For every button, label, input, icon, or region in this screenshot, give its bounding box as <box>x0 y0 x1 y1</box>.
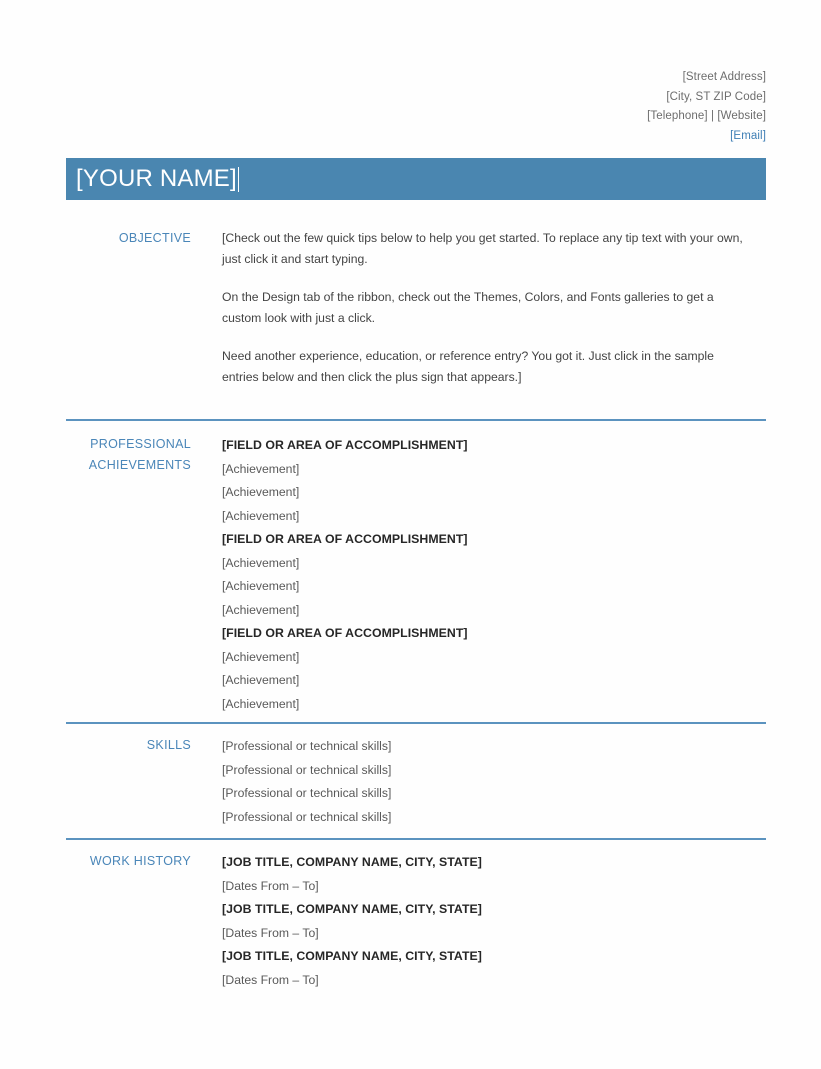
achievement-item[interactable]: [Achievement] <box>222 673 300 687</box>
objective-content <box>191 228 766 387</box>
job-dates[interactable]: [Dates From – To] <box>222 925 319 940</box>
section-divider <box>66 419 766 421</box>
telephone-website-line[interactable]: [Telephone] | [Website] <box>647 110 766 122</box>
professional-achievements-content <box>191 434 766 716</box>
accomplishment-heading[interactable]: [FIELD OR AREA OF ACCOMPLISHMENT] <box>222 626 468 640</box>
job-title[interactable]: [JOB TITLE, COMPANY NAME, CITY, STATE] <box>222 949 482 963</box>
section-professional-achievements <box>66 434 766 716</box>
job-dates[interactable]: [Dates From – To] <box>222 878 319 893</box>
job-dates[interactable]: [Dates From – To] <box>222 972 319 987</box>
professional-achievements-label-line1: PROFESSIONAL <box>90 437 191 451</box>
professional-achievements-label-line2: ACHIEVEMENTS <box>88 458 191 472</box>
achievement-item[interactable]: [Achievement] <box>222 508 300 523</box>
job-title[interactable]: [JOB TITLE, COMPANY NAME, CITY, STATE] <box>222 902 482 916</box>
street-address-line[interactable]: [Street Address] <box>682 71 766 83</box>
name-banner[interactable] <box>66 158 766 200</box>
accomplishment-heading[interactable]: [FIELD OR AREA OF ACCOMPLISHMENT] <box>222 438 468 452</box>
job-title[interactable]: [JOB TITLE, COMPANY NAME, CITY, STATE] <box>222 855 482 869</box>
section-work-history <box>66 851 766 992</box>
accomplishment-heading[interactable]: [FIELD OR AREA OF ACCOMPLISHMENT] <box>222 532 468 546</box>
name-text[interactable]: [YOUR NAME] <box>76 165 237 192</box>
skill-item[interactable]: [Professional or technical skills] <box>222 739 392 753</box>
professional-achievements-label <box>66 434 191 476</box>
skills-content <box>191 735 766 829</box>
work-history-content <box>191 851 766 992</box>
work-history-label: WORK HISTORY <box>89 854 191 868</box>
contact-header <box>647 68 766 146</box>
achievement-item[interactable]: [Achievement] <box>222 555 300 570</box>
objective-paragraph[interactable]: [Check out the few quick tips below to help you get started. To replace any tip text with your own, just click it and start typing. <box>222 231 743 266</box>
section-divider <box>66 838 766 840</box>
section-divider <box>66 722 766 724</box>
section-objective <box>66 228 766 387</box>
achievement-item[interactable]: [Achievement] <box>222 602 300 617</box>
skill-item[interactable]: [Professional or technical skills] <box>222 786 392 800</box>
section-skills <box>66 735 766 829</box>
achievement-item[interactable]: [Achievement] <box>222 579 300 593</box>
achievement-item[interactable]: [Achievement] <box>222 461 300 476</box>
achievement-item[interactable]: [Achievement] <box>222 649 300 664</box>
email-link[interactable]: [Email] <box>730 129 766 142</box>
skills-label: SKILLS <box>146 738 191 752</box>
text-cursor <box>238 167 239 192</box>
objective-paragraph[interactable]: Need another experience, education, or reference entry? You got it. Just click in the sample entries below and then click the plus sign that appears.] <box>222 349 714 384</box>
objective-paragraph[interactable]: On the Design tab of the ribbon, check out the Themes, Colors, and Fonts galleries to get a custom look with just a click. <box>222 290 714 325</box>
achievement-item[interactable]: [Achievement] <box>222 485 300 499</box>
city-state-zip-line[interactable]: [City, ST ZIP Code] <box>666 90 766 103</box>
skill-item[interactable]: [Professional or technical skills] <box>222 762 392 777</box>
skill-item[interactable]: [Professional or technical skills] <box>222 809 392 824</box>
objective-label: OBJECTIVE <box>118 231 191 245</box>
achievement-item[interactable]: [Achievement] <box>222 696 300 711</box>
